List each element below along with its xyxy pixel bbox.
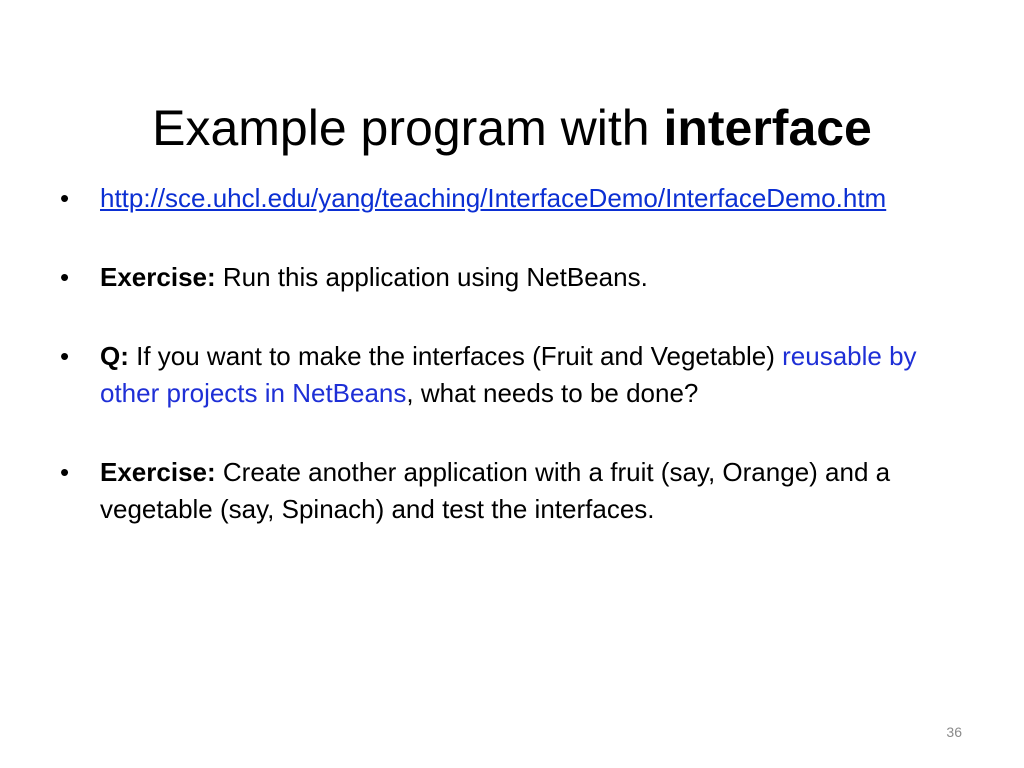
question-text-before: If you want to make the interfaces (Fruit and Vegetable) bbox=[128, 341, 783, 371]
question-label: Q: bbox=[100, 341, 129, 371]
question-highlight: reusable by other projects in NetBeans bbox=[100, 341, 917, 408]
bullet-item-exercise-2 bbox=[60, 454, 970, 528]
exercise-label: Exercise: bbox=[100, 262, 216, 292]
bullet-item-link bbox=[60, 180, 970, 217]
bullet-icon: • bbox=[60, 457, 70, 487]
exercise-label: Exercise: bbox=[100, 457, 216, 487]
bullet-icon: • bbox=[60, 183, 70, 213]
slide-title bbox=[0, 96, 1024, 160]
slide-title-bold: interface bbox=[663, 99, 872, 156]
question-text-after: , what needs to be done? bbox=[406, 378, 699, 408]
slide-title-regular: Example program with bbox=[152, 99, 664, 156]
bullet-icon: • bbox=[60, 341, 70, 371]
bullet-icon: • bbox=[60, 262, 70, 292]
bullet-item-exercise-1 bbox=[60, 259, 970, 296]
exercise-text: Create another application with a fruit (say, Orange) and a vegetable (say, Spinach) and test the interfaces. bbox=[100, 457, 891, 524]
demo-link[interactable]: http://sce.uhcl.edu/yang/teaching/InterfaceDemo/InterfaceDemo.htm bbox=[100, 183, 887, 213]
bullet-list bbox=[60, 180, 970, 570]
exercise-text: Run this application using NetBeans. bbox=[215, 262, 648, 292]
bullet-item-question bbox=[60, 338, 970, 412]
slide-number: 36 bbox=[946, 724, 962, 740]
